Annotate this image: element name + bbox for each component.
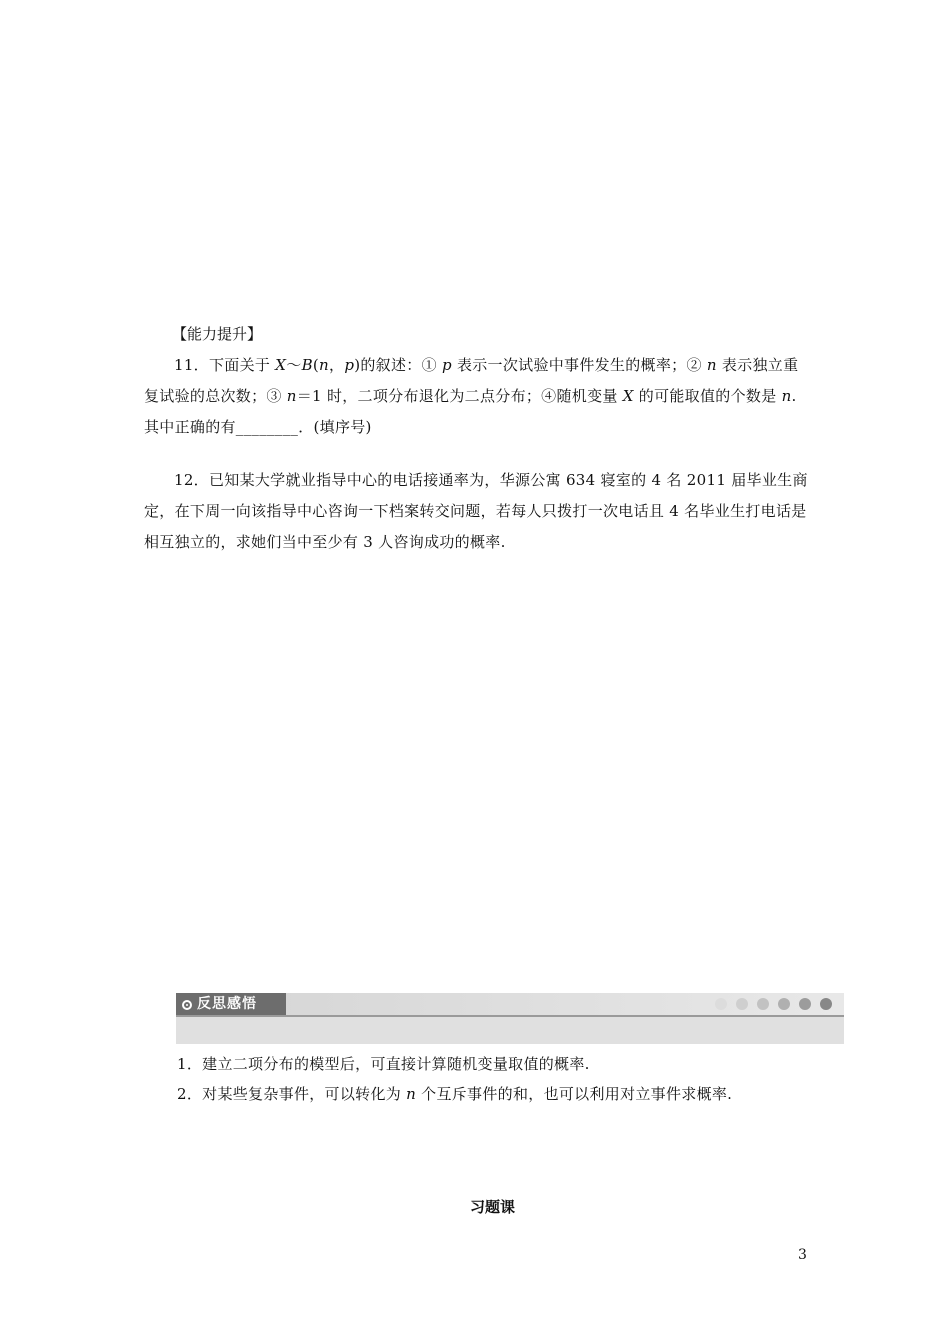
problem-11-text: ～ — [286, 356, 302, 374]
variable-p: p — [344, 356, 355, 374]
variable-x: X — [622, 387, 634, 405]
decorative-dots — [715, 998, 832, 1010]
problem-11-text: 表示独立重复试验的总次数；③ — [144, 356, 799, 405]
problem-11-text: ＝1 时，二项分布退化为二点分布；④随机变量 — [296, 387, 623, 405]
variable-n: n — [781, 387, 792, 405]
problem-12: 12．已知某大学就业指导中心的电话接通率为，华源公寓 634 寝室的 4 名 2011 届毕业生商定，在下周一向该指导中心咨询一下档案转交问题，若每人只拨打一次电话且 4 名毕业生打电话是相互独立的，求她们当中至少有 3 人咨询成功的概率. — [144, 471, 808, 551]
problem-11-text: 11．下面关于 — [174, 356, 276, 374]
problem-11 — [144, 350, 809, 443]
reflection-title: 反思感悟 — [197, 996, 257, 1012]
section-heading: 【能力提升】 — [172, 325, 263, 343]
reflection-item-2-text: 2．对某些复杂事件，可以转化为 — [177, 1085, 407, 1103]
reflection-tab — [176, 993, 286, 1015]
reflection-header-bar — [176, 993, 844, 1017]
decorative-dot — [736, 998, 748, 1010]
variable-n: n — [286, 387, 297, 405]
problem-11-text: 的可能取值的个数是 — [633, 387, 782, 405]
target-icon — [182, 1000, 192, 1010]
variable-n: n — [406, 1085, 417, 1103]
decorative-dot — [715, 998, 727, 1010]
reflection-item-1: 1．建立二项分布的模型后，可直接计算随机变量取值的概率. — [177, 1055, 590, 1073]
problem-11-text: )的叙述：① — [354, 356, 442, 374]
variable-n: n — [706, 356, 717, 374]
decorative-dot — [778, 998, 790, 1010]
variable-n: n — [319, 356, 330, 374]
variable-b: B — [301, 356, 313, 374]
decorative-dot — [820, 998, 832, 1010]
variable-x: X — [275, 356, 287, 374]
decorative-dot — [757, 998, 769, 1010]
section-footer-title: 习题课 — [469, 1198, 515, 1216]
decorative-dot — [799, 998, 811, 1010]
problem-11-text: ， — [329, 356, 345, 374]
problem-11-text: ( — [312, 356, 320, 374]
reflection-band — [176, 1017, 844, 1044]
page-number: 3 — [798, 1247, 807, 1263]
problem-11-text: 表示一次试验中事件发生的概率；② — [451, 356, 707, 374]
reflection-item-2 — [177, 1083, 732, 1105]
variable-p: p — [441, 356, 452, 374]
reflection-item-2-text: 个互斥事件的和，也可以利用对立事件求概率. — [416, 1085, 733, 1103]
problem-11-text: .其中正确的有________．(填序号) — [144, 387, 797, 436]
